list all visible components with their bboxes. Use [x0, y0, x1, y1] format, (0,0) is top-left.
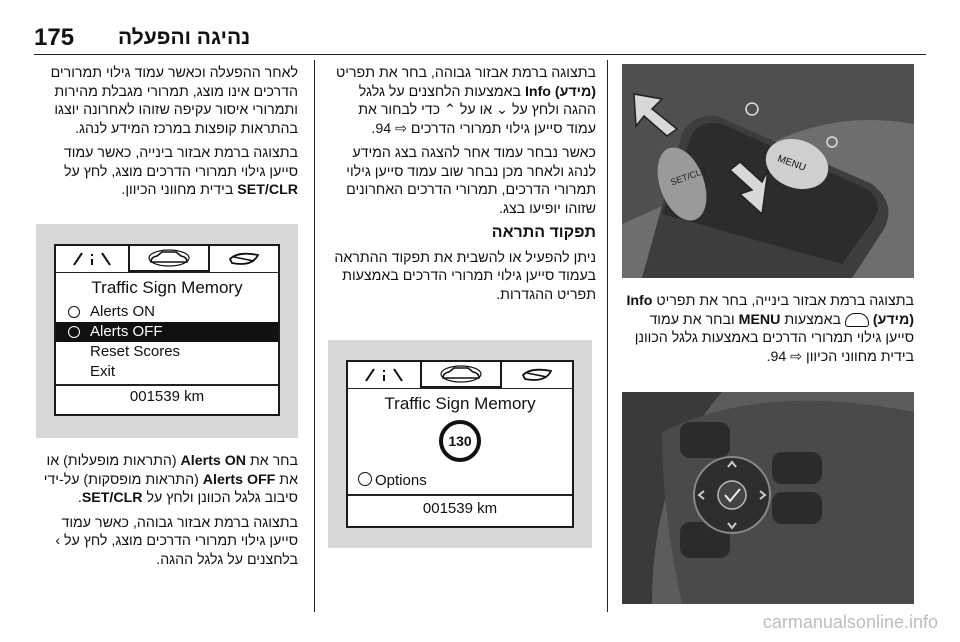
left-p2-rest: בידית מחווני הכיוון.: [121, 182, 234, 198]
menu-label: MENU: [775, 153, 808, 174]
set-clr-key: SET/CLR: [81, 490, 143, 506]
lane-icon: [348, 362, 420, 388]
speed-limit-value: 130: [448, 433, 472, 449]
left-p3b: (התראות מופעלות) או את: [46, 453, 298, 488]
display-title: Traffic Sign Memory: [91, 278, 243, 297]
menu-item-label: Reset Scores: [90, 343, 181, 360]
right-p1-via: באמצעות: [784, 311, 841, 328]
left-column-text-2: בחר את Alerts ON (התראות מופעלות) או את Alerts OFF (התראות מופסקות) על-ידי סיבוב גלגל הכוונן ולחץ על SET/CLR. בתצוגה ברמת אבזור גבוהה, כאשר עמוד סייען גילוי תמרורי הדרכים מוצג, לחץ על › בלחצנים על גלגל ההגה.: [43, 453, 298, 568]
radio-icon: [68, 306, 80, 318]
car-icon: [128, 246, 210, 272]
running-title: נהיגה והפעלה: [118, 26, 251, 49]
alerts-on-key: Alerts ON: [180, 453, 246, 469]
left-p3a: בחר את: [249, 453, 298, 469]
right-p1-ref: ⇨ 94.: [766, 348, 803, 365]
display-top-bar: [56, 246, 278, 273]
stalk-photo: [622, 64, 914, 278]
menu-display-screen: [54, 244, 280, 416]
speed-limit-sign: [439, 420, 481, 462]
middle-p1-ref: ⇨ 94.: [371, 120, 407, 137]
menu-item-exit[interactable]: [56, 362, 278, 382]
right-p1-rest: ובחר את עמוד סייען גילוי תמרורי הדרכים באמצעות גלגל הכוונן בידית מחווני הכיוון: [634, 311, 914, 365]
radio-icon: [68, 326, 80, 338]
sign-display-figure: [328, 340, 592, 548]
middle-column-text: [326, 64, 596, 310]
display-title: Traffic Sign Memory: [384, 394, 536, 413]
left-p4-rest: בלחצנים על גלגל ההגה.: [156, 551, 298, 568]
info-key: Info (מידע): [524, 83, 596, 100]
info-key: Info (מידע): [626, 293, 914, 328]
sign-display-screen: [346, 360, 574, 528]
set-clr-label: SET/CLR: [669, 165, 709, 188]
middle-p1: בתצוגה ברמת אבזור גבוהה, בחר את תפריט: [336, 65, 596, 81]
odometer: 001539 km: [129, 388, 205, 405]
menu-item-label: Exit: [90, 363, 116, 380]
sign-icon: [502, 362, 572, 388]
turn-signal-stalk-illustration: [622, 64, 914, 278]
header-rule: [34, 54, 926, 55]
left-p1: לאחר ההפעלה וכאשר עמוד גילוי תמרורים הדרכים אינו מוצג, תמרורי מגבלת מהירות ותמרורי איסור עקיפה שזוהו לאחרונה יוצגו בהתראות קופצות במרכז המידע לנהג.: [50, 65, 298, 137]
menu-item-alerts-off[interactable]: [56, 322, 278, 342]
chevron-right-icon: ›: [55, 533, 61, 549]
middle-p1-rest: באמצעות הלחצנים על גלגל ההגה ולחץ על ⌄ או על ⌃ כדי לבחור את עמוד סייען גילוי תמרורי הדרכים: [358, 83, 596, 137]
left-p2: בתצוגה ברמת אבזור בינייה, כאשר עמוד סייען גילוי תמרורי הדרכים מוצג, לחץ על: [63, 145, 298, 180]
options-label: Options: [375, 472, 427, 489]
alerts-off-key: Alerts OFF: [202, 471, 276, 488]
menu-key: MENU: [738, 311, 781, 328]
left-p3c: (התראות מופסקות) על-ידי סיבוב גלגל הכוונן ולחץ על: [43, 471, 298, 506]
left-column-text-1: [36, 64, 298, 206]
watermark: carmanualsonline.info: [762, 612, 938, 632]
right-column-text-1: [622, 292, 914, 372]
right-p1: בתצוגה ברמת אבזור בינייה, בחר את תפריט: [656, 293, 914, 309]
odometer: 001539 km: [422, 500, 498, 517]
page-header: [0, 0, 960, 52]
middle-p2: כאשר נבחר עמוד אחר להצגה בצג המידע לנהג ולאחר מכן נבחר שוב עמוד סייען גילוי תמרורי הדרכים, תמרורי הדרכים האחרונים שזוהו יופיעו בצג.: [346, 145, 596, 217]
column-divider-right: [607, 60, 608, 612]
page-number: 175: [34, 24, 75, 51]
set-clr-key: SET/CLR: [237, 182, 298, 198]
steering-wheel-photo: [622, 392, 914, 604]
menu-item-label: Alerts ON: [90, 303, 156, 320]
options-item: [358, 472, 427, 489]
odometer-divider: [56, 384, 278, 386]
checkmark-circle-icon: [358, 472, 372, 486]
car-icon: [845, 313, 869, 327]
sign-icon: [210, 246, 278, 272]
lane-icon: [56, 246, 128, 272]
column-divider-left: [314, 60, 315, 612]
car-icon: [420, 362, 502, 388]
steering-wheel-illustration: [622, 392, 914, 604]
menu-item-reset-scores[interactable]: [56, 342, 278, 362]
section-heading-warning-function: תפקוד התראה: [491, 224, 596, 241]
middle-p3: ניתן להפעיל או להשבית את תפקוד ההתראה בעמוד סייען גילוי תמרורי הדרכים באמצעות תפריט ההגדרות.: [334, 249, 596, 303]
left-p4: בתצוגה ברמת אבזור גבוהה, כאשר עמוד סייען גילוי תמרורי הדרכים מוצג, לחץ על: [61, 514, 298, 549]
menu-item-alerts-on[interactable]: [56, 302, 278, 322]
menu-item-label: Alerts OFF: [90, 323, 163, 340]
display-top-bar: [348, 362, 572, 389]
odometer-divider: [348, 494, 572, 496]
menu-display-figure: [36, 224, 298, 438]
